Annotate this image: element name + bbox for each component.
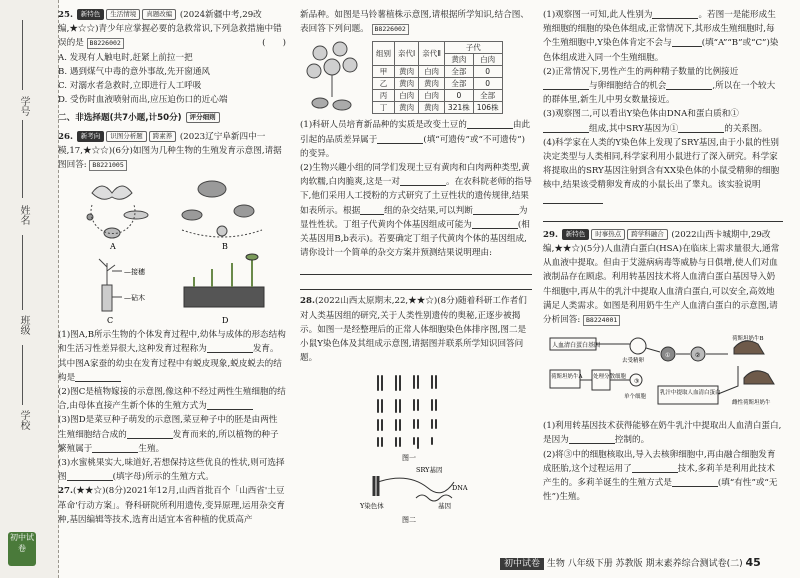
step-2: ②	[695, 352, 701, 360]
q26-source: (2023辽宁阜新四中一模,17,★☆☆)	[58, 131, 266, 156]
q27-1-blank[interactable]	[467, 118, 513, 129]
label-process: 处理分散细胞	[593, 374, 627, 381]
section-title: 二、非选择题(共7小题,计50分)	[58, 113, 182, 124]
cell: 丁	[373, 101, 395, 113]
label-hsa-gene: 人血清白蛋白基因	[552, 342, 601, 350]
q26-3b-blank[interactable]	[92, 442, 138, 453]
q25-answer-paren[interactable]: ( )	[262, 38, 286, 49]
q28-4-text: (4)科学家在人类的Y染色体上发现了SRY基因,由于小鼠的性别决定类型与人类相同,科学家利用小鼠进行了深入研究。科学家将提取出的SRY基因注射到含有XX染色体的小鼠受精卵的细胞核中,结果该受精卵发育成的小鼠长出了睾丸。该实验说明	[543, 137, 780, 191]
q26-part2	[58, 385, 286, 413]
fig-label-d: D	[222, 316, 229, 326]
q26-code: B8221005	[89, 160, 126, 171]
fig-label-a: A	[110, 242, 116, 252]
chromosome-figure	[356, 368, 476, 526]
cell: 321株	[444, 101, 473, 113]
label-cow-b: 荷斯坦奶牛B	[732, 336, 764, 343]
q29-stem: (5分)人血清白蛋白(HSA)在临床上需求量很大,通常从血液中提取。但由于艾滋病病毒等威胁与日俱增,使人们对血液制品存在顾虑。利用转基因技术将人血清白蛋白基因导入奶牛细胞中,再从牛的乳汁中提取人血清白蛋白,可以安全,高效地满足人类需求。如图是利用奶牛生产人血清白蛋白的示意图,请分析回答:	[543, 244, 780, 326]
q28-part1	[543, 8, 783, 65]
q28-2c-text: ,所以在一个较大的群体里,新生儿中男女数量接近。	[543, 81, 776, 106]
q25-number: 25.	[58, 10, 73, 20]
q27-code: B8226002	[372, 24, 409, 35]
table-row	[373, 65, 503, 77]
cell: 乙	[373, 77, 395, 89]
q26-3-blank[interactable]	[127, 428, 173, 439]
q28-source: (2022山西太原期末,22,★★☆)	[314, 296, 438, 307]
th-group: 组别	[373, 41, 395, 65]
q25-option-a: A. 发现有人触电时,赶紧上前拉一把	[58, 52, 193, 63]
q27-1b-blank[interactable]	[377, 133, 423, 144]
frog-cycle-illustration	[182, 181, 262, 237]
q29-part1	[543, 419, 783, 447]
page-number: 45	[745, 556, 761, 569]
series-logo: 初中试卷	[8, 532, 36, 566]
q29-part2	[543, 448, 783, 505]
q28-part4	[543, 136, 783, 207]
cell: 甲	[373, 65, 395, 77]
q28-1b-blank[interactable]	[672, 36, 702, 47]
q26-2-text: (2)图C是植物嫁接的示意图,像这种不经过两性生殖细胞的结合,由母体直接产生新个体的生殖方式为	[58, 387, 286, 412]
table-row	[373, 77, 503, 89]
q28-3b-text: 组成,其中SRY基因为①	[589, 123, 679, 134]
q27-2-text: (2)生物兴趣小组的同学们发现土豆有黄肉和白肉两种类型,黄肉软糯,白肉脆爽,这是一对	[300, 163, 530, 188]
q29-1-blank[interactable]	[569, 433, 615, 444]
q27-figure-row	[300, 39, 532, 115]
q28-4-blank[interactable]	[543, 193, 603, 204]
q28-2-blank[interactable]	[543, 79, 589, 90]
q26-3b-text: 发育而来的,所以植物的种子繁殖属于	[58, 429, 279, 454]
q28-1b-text: 。若图一是能形成生殖细胞的细胞的染色体组成,正常情况下,其形成生殖细胞时,每个生殖细胞中,Y染色体肯定不会与	[543, 10, 776, 49]
q28-2b-text: 与卵细胞结合的机会	[589, 81, 667, 92]
q29-1-text: (1)利用转基因技术获得能够在奶牛乳汁中提取出人血清白蛋白,是因为	[543, 421, 782, 446]
q26-tag: 识图分析题	[106, 131, 147, 142]
binding-margin	[0, 0, 59, 578]
transgenic-cow-figure	[548, 330, 778, 416]
q29-tag: 跨学科融合	[627, 229, 668, 240]
y-chromosome-illustration	[374, 476, 454, 501]
q28-1-text: (1)观察图一可知,此人性别为	[543, 10, 653, 20]
q26-part1	[58, 328, 286, 385]
q28-2b-blank[interactable]	[666, 79, 712, 90]
label-gene: 基因	[438, 502, 451, 511]
q26-4-text: (3)水蜜桃果实大,味道好,若想保持这些优良的性状,则可选择图	[58, 458, 285, 483]
q29-tag: 新特色	[562, 229, 590, 240]
q27-2d-text: 为显性性状。丁组子代黄肉个体基因组成可能为	[300, 205, 528, 230]
th-parent1: 亲代Ⅰ	[395, 41, 419, 65]
cell: 黄肉	[419, 101, 445, 113]
fig-label-c: C	[107, 316, 114, 326]
q28-3-blank[interactable]	[543, 122, 589, 133]
cell: 黄肉	[395, 77, 419, 89]
th-yellow: 黄肉	[444, 53, 473, 65]
q26-3c-text: 生殖。	[138, 443, 165, 454]
cell: 白肉	[419, 65, 445, 77]
q29-2c-text: (填“有性”或“无性”)生殖。	[543, 478, 778, 503]
q29-2b-text: 技术,多莉羊是利用此技术产生的。多莉羊诞生的生殖方式是	[543, 463, 775, 489]
q25-option-c: C. 对溺水者急救时,立即进行人工呼吸	[58, 81, 202, 92]
q26-3-text: (3)图D是菜豆种子萌发的示意图,菜豆种子中的胚是由两性生殖细胞结合成的	[58, 415, 278, 440]
q28-1c-text: (填“A”“B”或“C”)染色体组成进入同一个生殖细胞。	[543, 38, 779, 63]
label-y-chromosome: Y染色体	[360, 502, 384, 511]
cell: 丙	[373, 89, 395, 101]
scoring-tag: 评分细则	[186, 112, 220, 123]
cross-results-table	[372, 41, 503, 114]
q27-part2	[300, 161, 532, 260]
footer-grade: 八年级下册	[567, 559, 613, 569]
cell: 白肉	[419, 89, 445, 101]
q28-part3	[543, 107, 783, 135]
question-28	[300, 294, 532, 365]
q28-2-text: (2)正常情况下,男性产生的两种精子数量的比例接近	[543, 66, 739, 77]
potato-plant-illustration	[300, 39, 366, 115]
q27-1-text: (1)科研人员培育新品种的实质是改变土豆的	[300, 120, 467, 131]
footer-brand: 初中试卷	[500, 558, 544, 570]
q26-part4	[58, 456, 286, 484]
th-parent2: 亲代Ⅱ	[419, 41, 445, 65]
page-footer	[500, 556, 790, 572]
reproduction-figure	[72, 175, 272, 325]
label-dna: DNA	[452, 484, 468, 493]
q25-code: B8226002	[87, 38, 124, 49]
cell: 106株	[473, 101, 502, 113]
q28-1-blank[interactable]	[652, 8, 698, 19]
grafting-illustration	[99, 259, 122, 311]
footer-test-title: 期末素养综合测试卷(二)	[645, 559, 743, 569]
q26-stem: (6分)如图为几种生物的生殖发育示意图,请据图回答:	[58, 145, 282, 171]
q26-tag: 新考向	[77, 131, 105, 142]
q25-tag-adapt: 真题改编	[142, 9, 176, 20]
q26-part3	[58, 413, 286, 456]
footer-version: 苏教版	[615, 559, 643, 569]
q25-option-b: B. 遇到煤气中毒的意外事故,先开窗通风	[58, 66, 211, 77]
q28-3b-blank[interactable]	[678, 122, 724, 133]
cell: 全部	[444, 65, 473, 77]
q28-stem: (8分)随着科研工作者们对人类基因组的研究,关于人类性别遗传的奥秘,正逐步被揭示。如图一是经整理后的正常人体细胞染色体排序图,图二是小鼠Y染色体及其组成示意图,请据图并联系所学知识回答问题。	[300, 296, 527, 364]
q29-code: B8224001	[583, 315, 620, 326]
question-29	[543, 228, 783, 327]
table-row	[373, 101, 503, 113]
q28-3-text: (3)观察图二,可以看出Y染色体由DNA和蛋白质和①	[543, 109, 739, 120]
q26-2-blank[interactable]	[207, 399, 253, 410]
q29-tag: 时事热点	[591, 229, 625, 240]
cell: 黄肉	[395, 101, 419, 113]
answer-line[interactable]	[300, 262, 532, 275]
q27-number: 27.	[58, 486, 73, 497]
q27-stem: (★★☆)(8分)2021年12月,山西首批百个「山西省'土豆革命'行动方案」。脊科研院所利用遗传,变异原理,运用杂交育种,基因编辑等技术,选育出适宜本省种植的优质高产	[58, 486, 285, 525]
label-single-cell: 单个细胞	[624, 394, 647, 401]
question-25	[58, 8, 286, 51]
label-sry-gene: SRY基因	[416, 466, 443, 475]
student-id-label: 学号	[18, 96, 29, 116]
q27-2e-text: (相关基因用B,b表示)。若要确定丁组子代黄肉个体的基因组成,请你设计一个简单的杂交方案并预测结果说明理由:	[300, 219, 530, 259]
q26-number: 26.	[58, 131, 73, 142]
column-right	[543, 8, 783, 504]
q25-option-d: D. 受伤时血液喷射而出,应压迫伤口的近心端	[58, 95, 228, 106]
footer-subject: 生物	[546, 559, 565, 569]
question-26	[58, 130, 286, 173]
cell: 全部	[473, 89, 502, 101]
q26-1-blank[interactable]	[207, 342, 253, 353]
q27-2b-text: 。在农科院老师的指导下,他们采用人工授粉的方式研究了土豆性状的遗传规律,结果如表所示。根据	[300, 177, 532, 216]
cell: 黄肉	[419, 77, 445, 89]
cell: 白肉	[395, 89, 419, 101]
label-milk-extraction: 乳汁中提取人血清白蛋白	[660, 390, 721, 397]
fig2-caption: 图二	[402, 516, 416, 525]
name-label: 姓名	[18, 205, 29, 225]
step-1: ①	[665, 352, 671, 360]
q26-4b-text: (填字母)所示的生殖方式。	[112, 472, 214, 483]
q26-1-text: (1)图A,B所示生物的个体发育过程中,幼体与成体的形态结构和生活习性差异很大,这种发育过程称为	[58, 330, 286, 355]
fig-label-b: B	[222, 242, 228, 252]
th-white: 白肉	[473, 53, 502, 65]
q27-2c-blank[interactable]	[473, 204, 519, 215]
label-scion: —接穗	[124, 268, 145, 277]
cell: 黄肉	[395, 65, 419, 77]
answer-line[interactable]	[300, 277, 532, 290]
cell: 全部	[444, 77, 473, 89]
karyotype-illustration	[378, 376, 436, 448]
q25-tag-new: 新特色	[77, 9, 105, 20]
silkworm-cycle-illustration	[87, 186, 148, 238]
q27-1c-text: (填“可遗传”或“不可遗传”)的变异。	[300, 134, 525, 159]
column-left	[58, 8, 286, 527]
q27-continued	[300, 8, 532, 36]
table-row	[373, 89, 503, 101]
step-3: ③	[634, 378, 640, 386]
q27-2d-blank[interactable]	[472, 218, 518, 229]
q29-source: (2022山西卡城期中,29改编,★★☆)	[543, 229, 771, 255]
answer-line[interactable]	[543, 209, 783, 222]
label-female-cow: 雌性荷斯坦奶牛	[732, 400, 771, 407]
th-offspring: 子代	[444, 41, 502, 53]
q28-number: 28.	[300, 296, 315, 307]
q25-stem: 青少年应掌握必要的急救常识,下列急救措施中错误的是	[58, 24, 282, 49]
q25-tag-life: 生活情境	[106, 9, 140, 20]
q27-part1	[300, 118, 532, 161]
q29-number: 29.	[543, 229, 558, 240]
cell: 0	[444, 89, 473, 101]
q28-3c-text: 的关系图。	[724, 123, 768, 134]
label-denucleated-egg: 去受精卵	[622, 358, 645, 365]
binding-line	[22, 235, 23, 310]
q29-2b-blank[interactable]	[672, 476, 718, 487]
class-label: 班级	[18, 315, 29, 335]
q27-2b-blank[interactable]	[360, 204, 384, 215]
cell: 0	[473, 65, 502, 77]
fig1-caption: 图一	[402, 454, 416, 463]
binding-line	[22, 120, 23, 198]
column-middle	[300, 8, 532, 529]
binding-line	[22, 345, 23, 405]
section-heading	[58, 111, 286, 125]
label-stock: —砧木	[124, 294, 145, 303]
binding-line	[22, 20, 23, 90]
q26-1b-blank[interactable]	[75, 371, 121, 382]
cell: 0	[473, 77, 502, 89]
q26-tag: 跨素养	[149, 131, 177, 142]
question-27	[58, 484, 286, 527]
q27-2-blank[interactable]	[400, 175, 446, 186]
q29-2-blank[interactable]	[632, 462, 678, 473]
q28-part2	[543, 65, 783, 108]
q29-2-text: (2)将③中的细胞核取出,导入去核卵细胞中,再由融合细胞发育成胚胎,这个过程运用了	[543, 449, 776, 474]
school-label: 学校	[18, 410, 29, 430]
label-cow-a: 荷斯坦奶牛A	[551, 374, 583, 381]
q26-4-blank[interactable]	[67, 470, 113, 481]
q26-1b-text: 发育。其中图A家蚕的幼虫在发育过程中有蜕皮现象,蜕皮蜕去的结构是	[58, 344, 282, 383]
q27-intro: 新品种。如图是马铃薯植株示意图,请根据所学知识,结合图、表回答下列问题。	[300, 10, 529, 35]
q29-1b-text: 控制的。	[614, 435, 650, 446]
seed-germination-illustration	[184, 254, 264, 307]
q27-2c-text: 组的杂交结果,可以判断	[384, 205, 473, 216]
q27-1b-text: 由此引起的品质差异属于	[300, 120, 531, 145]
q25-source: (2024新疆中考,29改编,★☆☆)	[58, 10, 262, 35]
